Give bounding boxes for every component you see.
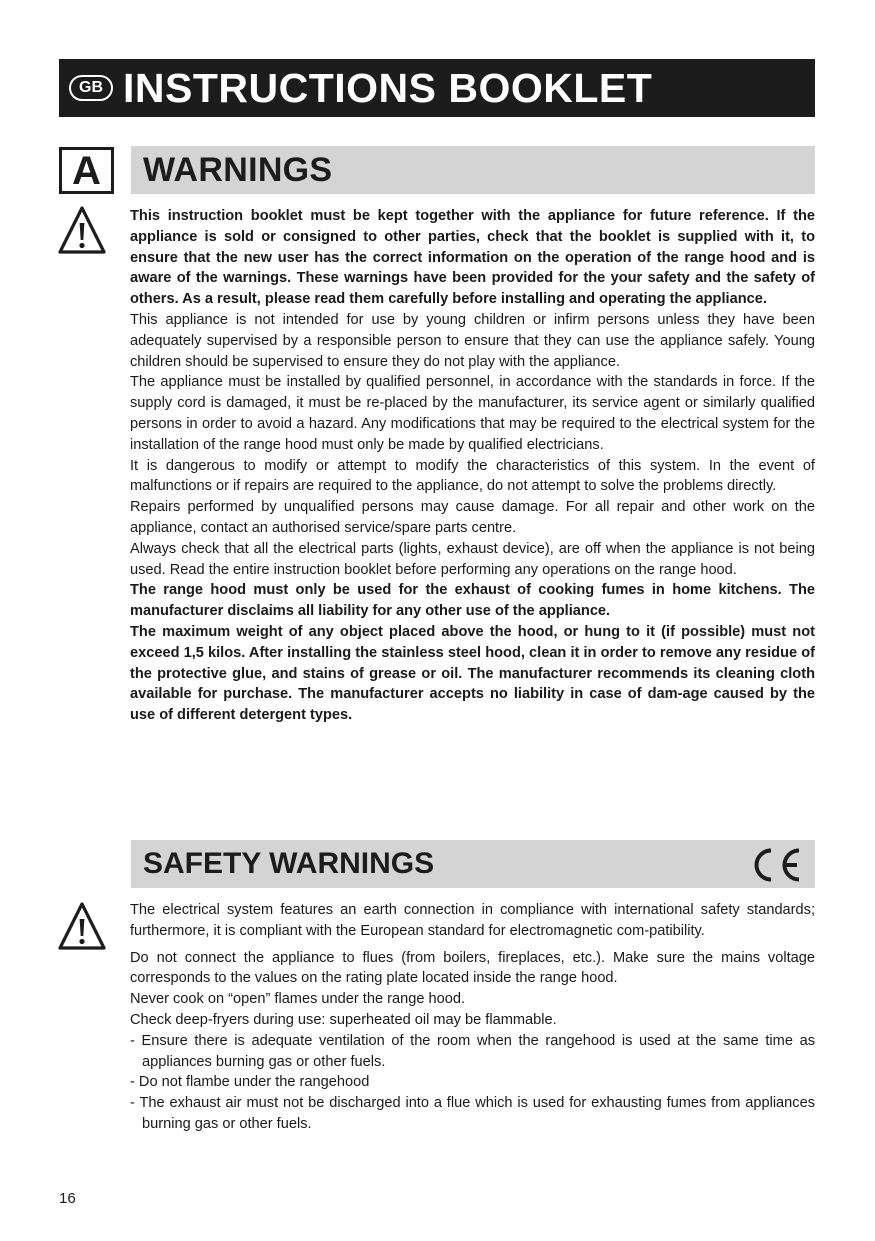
warnings-paragraph: It is dangerous to modify or attempt to modify the characteristics of this system. In the event of malfunctions or if repairs are required to the appliance, do not attempt to solve the problems directly. <box>130 457 815 495</box>
warnings-text <box>130 206 815 726</box>
safety-paragraph: Never cook on “open” flames under the range hood. <box>130 991 466 1008</box>
warnings-paragraph: This instruction booklet must be kept together with the appliance for future reference. If the appliance is sold or consigned to other parties, check that the booklet is supplied with it, to ensure that the new user has the correct information on the operation of the range hood and is aware of the warnings. These warnings have been provided for the your safety and the safety of others. As a result, please read them carefully before installing and operating the appliance. <box>130 208 815 308</box>
warnings-paragraph: The maximum weight of any object placed above the hood, or hung to it (if possible) must not exceed 1,5 kilos. After installing the stainless steel hood, clean it in order to remove any residue of the protective glue, and stains of grease or oil. The manufacturer recommends its cleaning cloth available for purchase. The manufacturer accepts no liability in case of dam-age caused by the use of different detergent types. <box>130 623 815 724</box>
warning-triangle-icon <box>57 204 107 256</box>
header-bar <box>59 59 815 117</box>
warnings-paragraph: Always check that all the electrical parts (lights, exhaust device), are off when the appliance is not being used. Read the entire instruction booklet before performing any operations on the range hood. <box>130 540 815 578</box>
page-title: INSTRUCTIONS BOOKLET <box>123 64 653 111</box>
warnings-paragraph: Repairs performed by unqualified persons may cause damage. For all repair and other work on the appliance, contact an authorised service/spare parts centre. <box>130 499 815 536</box>
warnings-heading: WARNINGS <box>143 150 333 189</box>
safety-heading: SAFETY WARNINGS <box>143 847 435 880</box>
page-number: 16 <box>59 1190 76 1207</box>
section-letter: A <box>59 147 114 194</box>
safety-list-item: - Do not flambe under the rangehood <box>130 1074 370 1091</box>
safety-paragraph: Do not connect the appliance to flues (from boilers, fireplaces, etc.). Make sure the mains voltage corresponds to the values on the rating plate located inside the range hood. <box>130 949 815 987</box>
warnings-paragraph: The appliance must be installed by qualified personnel, in accordance with the standards in force. If the supply cord is damaged, it must be re-placed by the manufacturer, its service agent or similarly qualified persons in order to avoid a hazard. Any modifications that may be required to the electrical system for the installation of the range hood must only be made by qualified electricians. <box>130 374 815 453</box>
warnings-section-bar <box>131 146 815 194</box>
safety-list-item: - The exhaust air must not be discharged into a flue which is used for exhausting fumes from appliances burning gas or other fuels. <box>130 1095 815 1132</box>
safety-paragraph: Check deep-fryers during use: superheated oil may be flammable. <box>130 1011 557 1028</box>
warning-triangle-icon <box>57 900 107 952</box>
ce-mark-icon <box>747 846 803 884</box>
warnings-paragraph: This appliance is not intended for use by young children or infirm persons unless they have been adequately supervised by a responsible person to ensure that they can use the appliance safely. Young children should be supervised to ensure they do not play with the appliance. <box>130 311 815 370</box>
safety-paragraph: The electrical system features an earth connection in compliance with international safety standards; furthermore, it is compliant with the European standard for electromagnetic com-patibility. <box>130 902 815 939</box>
warnings-paragraph: The range hood must only be used for the exhaust of cooking fumes in home kitchens. The manufacturer disclaims all liability for any other use of the appliance. <box>130 582 815 620</box>
safety-list-item: - Ensure there is adequate ventilation of the room when the rangehood is used at the same time as appliances burning gas or other fuels. <box>130 1032 815 1070</box>
language-badge: GB <box>69 75 113 101</box>
safety-text <box>130 900 815 1135</box>
safety-section-bar <box>131 840 815 888</box>
